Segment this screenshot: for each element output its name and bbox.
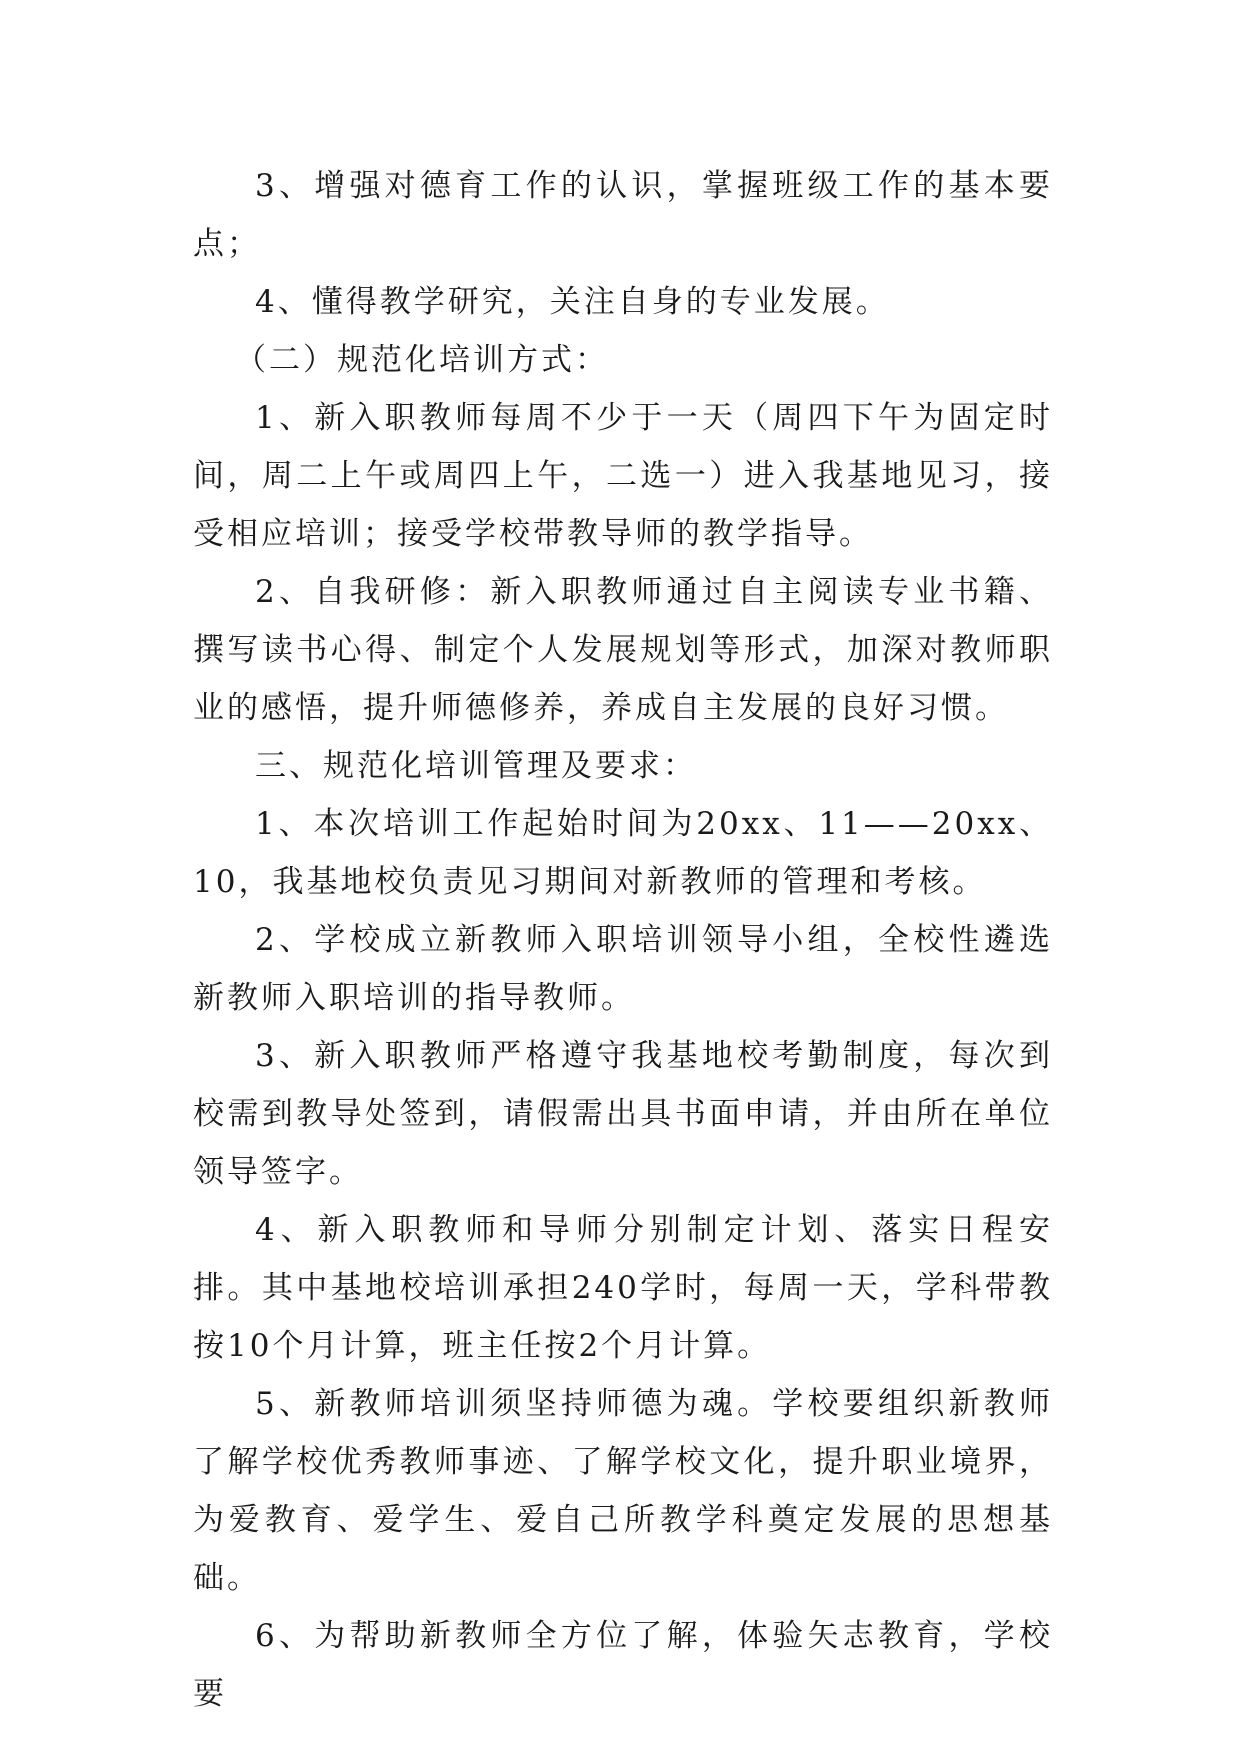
paragraph-management-4: 4、新入职教师和导师分别制定计划、落实日程安排。其中基地校培训承担240学时，每周一天，学科带教按10个月计算，班主任按2个月计算。: [193, 1212, 1053, 1364]
document-page: [193, 157, 1053, 1723]
paragraph-goal-3: 3、增强对德育工作的认识，掌握班级工作的基本要点；: [193, 168, 1053, 262]
paragraph-goal-4: 4、懂得教学研究，关注自身的专业发展。: [255, 284, 890, 320]
section-heading-management: 三、规范化培训管理及要求：: [255, 748, 697, 784]
section-heading-training-methods: （二）规范化培训方式：: [235, 342, 609, 378]
paragraph-method-1: 1、新入职教师每周不少于一天（周四下午为固定时间，周二上午或周四上午，二选一）进入我基地见习，接受相应培训；接受学校带教导师的教学指导。: [193, 400, 1053, 552]
paragraph-management-1: 1、本次培训工作起始时间为20xx、11——20xx、10，我基地校负责见习期间对新教师的管理和考核。: [193, 806, 1053, 900]
paragraph-management-3: 3、新入职教师严格遵守我基地校考勤制度，每次到校需到教导处签到，请假需出具书面申请，并由所在单位领导签字。: [193, 1038, 1053, 1190]
paragraph-management-5: 5、新教师培训须坚持师德为魂。学校要组织新教师了解学校优秀教师事迹、了解学校文化，提升职业境界，为爱教育、爱学生、爱自己所教学科奠定发展的思想基础。: [193, 1386, 1053, 1596]
paragraph-management-6: 6、为帮助新教师全方位了解，体验矢志教育，学校要: [193, 1618, 1053, 1712]
paragraph-management-2: 2、学校成立新教师入职培训领导小组，全校性遴选新教师入职培训的指导教师。: [193, 922, 1053, 1016]
paragraph-method-2: 2、自我研修：新入职教师通过自主阅读专业书籍、撰写读书心得、制定个人发展规划等形式，加深对教师职业的感悟，提升师德修养，养成自主发展的良好习惯。: [193, 574, 1053, 726]
